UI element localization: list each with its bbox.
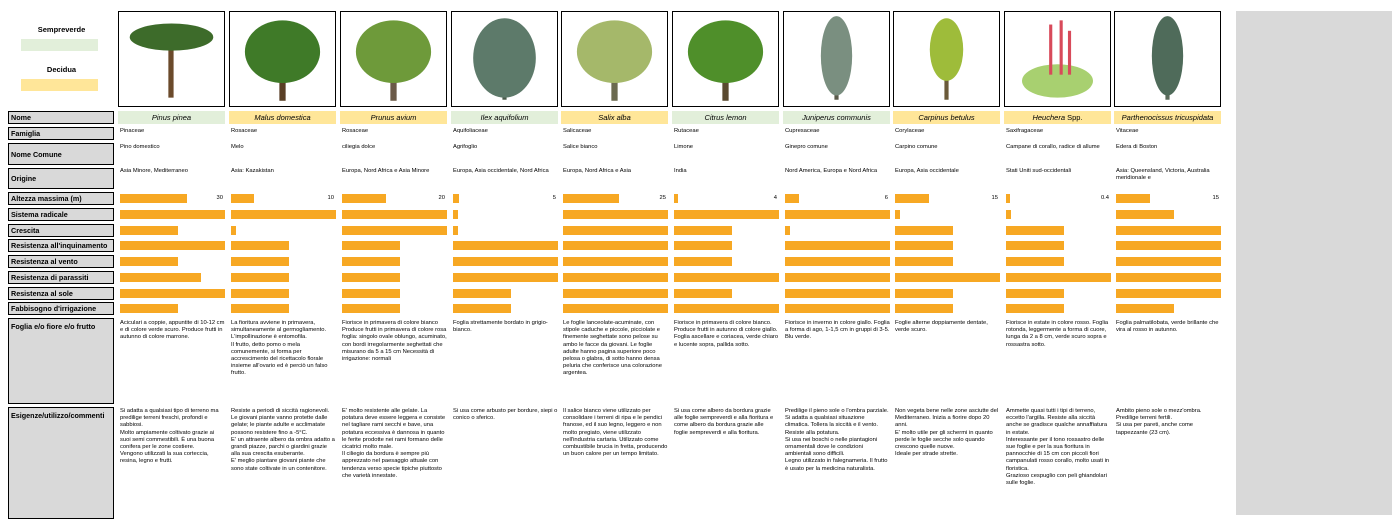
juniper-icon — [784, 12, 889, 106]
cell-famiglia: Rutaceae — [674, 128, 699, 134]
plant-scientific-name: Heuchera — [1032, 113, 1065, 122]
bar-sole — [120, 289, 225, 298]
row-label-foglia: Foglia e/o fiore e/o frutto — [8, 318, 114, 404]
cell-nome-comune: Ginepro comune — [785, 144, 828, 150]
bar-crescita — [120, 226, 178, 235]
height-bar — [120, 194, 187, 203]
height-value: 5 — [552, 195, 556, 201]
bar-crescita — [231, 226, 236, 235]
bar-irrigazione — [1006, 304, 1064, 313]
bar-vento — [231, 257, 289, 266]
bar-parassiti — [1006, 273, 1111, 282]
bar-parassiti — [1116, 273, 1221, 282]
row-label-irrigazione: Fabbisogno d'irrigazione — [8, 302, 114, 315]
height-value: 25 — [659, 195, 666, 201]
holly-icon — [452, 12, 557, 106]
plant-image-malus-domestica — [229, 11, 336, 107]
bar-irrigazione — [785, 304, 890, 313]
bar-inquinamento — [1006, 241, 1064, 250]
height-bar — [1006, 194, 1010, 203]
bar-irrigazione — [120, 304, 178, 313]
bar-inquinamento — [563, 241, 668, 250]
height-value: 4 — [773, 195, 777, 201]
row-label-sole: Resistenza al sole — [8, 287, 114, 300]
cell-origine: Asia Minore, Mediterraneo — [120, 168, 188, 174]
bar-sistema-radicale — [895, 210, 900, 219]
cell-foglia: Fiorisce in primavera di colore bianco Produce frutti in primavera di colore rosa foglia: singolo ovale oblungo, acuminato, con bordi irregolarmente seghettati che misurano da 5 a 15 cm Necessità di irrigazione: normali — [342, 320, 447, 363]
cell-famiglia: Saxifragaceae — [1006, 128, 1044, 134]
plant-name — [340, 111, 447, 124]
bar-parassiti — [342, 273, 400, 282]
cell-nome-comune: Pino domestico — [120, 144, 160, 150]
legend-evergreen-swatch — [21, 39, 98, 51]
bar-crescita — [674, 226, 732, 235]
bar-irrigazione — [895, 304, 953, 313]
height-value: 15 — [991, 195, 998, 201]
bar-sistema-radicale — [785, 210, 890, 219]
cell-esigenze: Ammette quasi tutti i tipi di terreno, eccetto l'argilla. Resiste alla siccità anche se gradisce qualche annaffiatura in estate. Interessante per il tono rossastro delle sue foglie e per la sua fioritura in pannocchie di 15 cm con piccoli fiori campanulati rosso corallo, molto usati in floristica. Grazioso cespuglio con peli ghiandolari sulle foglie. — [1006, 408, 1110, 487]
row-label-origine: Origine — [8, 168, 114, 189]
plant-name — [229, 111, 336, 124]
cell-foglia: Fiorisce in primavera di colore bianco. Produce frutti in autunno di colore giallo. Foglia ascellare e coriacea, verde chiaro e lucente sopra, pallida sotto. — [674, 320, 779, 348]
bar-vento — [563, 257, 668, 266]
bar-crescita — [563, 226, 668, 235]
cell-nome-comune: Limone — [674, 144, 694, 150]
cell-esigenze: Non vegeta bene nelle zone asciutte del Mediterraneo. Inizia a fiorire dopo 20 anni. E' molto utile per gli schermi in quanto perde le foglie secche solo quando crescono quelle nuove. Ideale per strade strette. — [895, 408, 999, 458]
height-bar — [1116, 194, 1150, 203]
cell-origine: Europa, Nord Africa e Asia Minore — [342, 168, 430, 174]
plant-scientific-name: Ilex aquifolium — [480, 113, 529, 122]
bar-vento — [120, 257, 178, 266]
bar-parassiti — [895, 273, 1000, 282]
bar-parassiti — [674, 273, 779, 282]
bar-crescita — [895, 226, 953, 235]
cell-nome-comune: Salice bianco — [563, 144, 598, 150]
bar-parassiti — [563, 273, 668, 282]
cell-nome-comune: Carpino comune — [895, 144, 938, 150]
plant-image-ilex-aquifolium — [451, 11, 558, 107]
bar-parassiti — [120, 273, 201, 282]
height-bar — [563, 194, 619, 203]
cherry-tree-icon — [341, 12, 446, 106]
bar-sole — [453, 289, 511, 298]
row-label-vento: Resistenza al vento — [8, 255, 114, 268]
bar-irrigazione — [342, 304, 400, 313]
cell-famiglia: Corylaceae — [895, 128, 925, 134]
bar-irrigazione — [563, 304, 668, 313]
cell-foglia: Foglia palmatilobata, verde brillante che vira al rosso in autunno. — [1116, 320, 1219, 334]
height-bar — [342, 194, 386, 203]
bar-parassiti — [231, 273, 289, 282]
cell-origine: Asia: Queensland, Victoria, Australia meridionale e — [1116, 168, 1210, 182]
bar-inquinamento — [674, 241, 732, 250]
plant-name — [1114, 111, 1221, 124]
bar-inquinamento — [895, 241, 953, 250]
bar-parassiti — [785, 273, 890, 282]
bar-inquinamento — [453, 241, 558, 250]
cell-famiglia: Salicaceae — [563, 128, 592, 134]
plant-scientific-name: Juniperus communis — [802, 113, 871, 122]
plant-name — [783, 111, 890, 124]
cell-foglia: Foglia strettamente bordato in grigio-bianco. — [453, 320, 548, 334]
cell-famiglia: Rosaceae — [231, 128, 258, 134]
heuchera-icon — [1005, 12, 1110, 106]
bar-inquinamento — [785, 241, 890, 250]
plant-scientific-name: Pinus pinea — [151, 113, 192, 122]
plant-name — [672, 111, 779, 124]
plant-image-salix-alba — [561, 11, 668, 107]
plant-image-prunus-avium — [340, 11, 447, 107]
plant-scientific-name: Salix alba — [598, 113, 631, 122]
bar-vento — [785, 257, 890, 266]
cell-esigenze: E' molto resistente alle gelate. La potatura deve essere leggera e consiste nel tagliare rami secchi e bave, una potatura eccessiva è dannosa in quanto le ferite prodotte nei rami formano delle cicatrici molto male. Il ciliegio da bordura è sempre più apprezzato nel paesaggio attuale con tendenza verso specie tipiche piuttosto che varietà innestate. — [342, 408, 446, 479]
apple-tree-icon — [230, 12, 335, 106]
cell-foglia: Foglie alterne doppiamente dentate, verde scuro. — [895, 320, 988, 334]
cell-foglia: La fioritura avviene in primavera, simultaneamente al germogliamento. L'impollinazione è entomofila. Il frutto, detto pomo o mela comunemente, si forma per accrescimento del ricettacolo florale insieme all'ovario ed è perciò un falso frutto. — [231, 320, 328, 377]
cell-esigenze: Ambito pieno sole o mezz'ombra. Predilige terreni fertili. Si usa per pareti, anche come tappezzante (23 cm). — [1116, 408, 1202, 436]
bar-crescita — [1006, 226, 1064, 235]
cell-esigenze: Predilige il pieno sole o l'ombra parziale. Si adatta a qualsiasi situazione climatica. Tollera la siccità e il vento. Resiste alla potatura. Si usa nei boschi o nelle piantagioni ornamentali dove le condizioni ambientali sono difficili. Legno utilizzato in falegnameria. Il frutto è usato per la medicina naturalista. — [785, 408, 889, 472]
bar-sole — [231, 289, 289, 298]
bar-vento — [1006, 257, 1064, 266]
cell-famiglia: Aquifoliaceae — [453, 128, 488, 134]
bar-crescita — [453, 226, 458, 235]
lemon-tree-icon — [673, 12, 778, 106]
row-label-famiglia: Famiglia — [8, 127, 114, 140]
row-label-altezza: Altezza massima (m) — [8, 192, 114, 205]
cell-famiglia: Rosaceae — [342, 128, 369, 134]
height-value: 30 — [216, 195, 223, 201]
cell-nome-comune: Campane di corallo, radice di allume — [1006, 144, 1100, 150]
height-bar — [785, 194, 799, 203]
bar-inquinamento — [342, 241, 400, 250]
height-bar — [674, 194, 678, 203]
bar-sistema-radicale — [120, 210, 225, 219]
bar-sole — [342, 289, 400, 298]
plant-name — [561, 111, 668, 124]
cell-origine: Nord America, Europa e Nord Africa — [785, 168, 878, 174]
bar-sistema-radicale — [563, 210, 668, 219]
cell-origine: Europa, Nord Africa e Asia — [563, 168, 631, 174]
umbrella-pine-icon — [119, 12, 224, 106]
plant-scientific-name: Citrus lemon — [704, 113, 747, 122]
legend-deciduous-swatch — [21, 79, 98, 91]
plant-name-suffix: Spp. — [1065, 113, 1083, 122]
bar-vento — [453, 257, 558, 266]
bar-crescita — [342, 226, 447, 235]
bar-sole — [895, 289, 953, 298]
row-label-sistema-radicale: Sistema radicale — [8, 208, 114, 221]
cell-famiglia: Cupresaceae — [785, 128, 820, 134]
bar-sistema-radicale — [231, 210, 336, 219]
cell-origine: Stati Uniti sud-occidentali — [1006, 168, 1072, 174]
cell-origine: Asia: Kazakistan — [231, 168, 274, 174]
bar-sistema-radicale — [674, 210, 779, 219]
cell-foglia: Aciculari a coppie, appuntite di 10-12 cm e di colore verde scuro. Produce frutti in autunno di colore marrone. — [120, 320, 225, 341]
height-bar — [231, 194, 254, 203]
height-value: 6 — [884, 195, 888, 201]
plant-image-heuchera — [1004, 11, 1111, 107]
bar-vento — [342, 257, 400, 266]
plant-image-carpinus-betulus — [893, 11, 1000, 107]
bar-inquinamento — [120, 241, 225, 250]
row-label-nome: Nome — [8, 111, 114, 124]
bar-irrigazione — [453, 304, 511, 313]
cell-esigenze: Si usa come arbusto per bordure, siepi o conico o sferico. — [453, 408, 558, 422]
cell-foglia: Le foglie lanceolate-acuminate, con stipole caduche e piccole, picciolate e finemente seghettate sono pelose su ambo le facce da giovani. Le foglie adulte hanno pagina superiore poco pelosa o glabra, di sotto hanno densa peluria che conferisce una colorazione argentea. — [563, 320, 662, 377]
height-bar — [453, 194, 459, 203]
bar-inquinamento — [1116, 241, 1221, 250]
height-value: 20 — [438, 195, 445, 201]
bar-vento — [895, 257, 953, 266]
bar-inquinamento — [231, 241, 289, 250]
bar-sole — [674, 289, 732, 298]
hornbeam-icon — [894, 12, 999, 106]
bar-sistema-radicale — [453, 210, 458, 219]
bar-sistema-radicale — [1116, 210, 1174, 219]
cell-foglia: Fiorisce in inverno in colore giallo. Foglia a forma di ago, 1-1,5 cm in gruppi di 3-5. Blu verde. — [785, 320, 890, 341]
ivy-icon — [1115, 12, 1220, 106]
height-value: 15 — [1212, 195, 1219, 201]
plant-image-citrus-lemon — [672, 11, 779, 107]
bar-irrigazione — [1116, 304, 1174, 313]
cell-esigenze: Il salice bianco viene utilizzato per consolidare i terreni di ripa e le pendici franose, ed il suo legno, leggero e non molto pregiato, viene utilizzato nell'industria cartaria. Utilizzato come combustibile brucia in fretta, producendo un buon calore per un tempo limitato. — [563, 408, 668, 458]
plant-name — [893, 111, 1000, 124]
row-label-esigenze: Esigenze/utilizzo/commenti — [8, 407, 114, 519]
cell-esigenze: Si usa come albero da bordura grazie alle foglie sempreverdi e alla fioritura e come albero da bordura grazie alle foglie sempreverdi e alla fioritura. — [674, 408, 774, 436]
cell-origine: India — [674, 168, 687, 174]
legend-evergreen-label: Sempreverde — [37, 25, 86, 34]
row-label-inquinamento: Resistenza all'inquinamento — [8, 239, 114, 252]
height-value: 10 — [327, 195, 334, 201]
plant-scientific-name: Carpinus betulus — [918, 113, 975, 122]
cell-origine: Europa, Asia occidentale — [895, 168, 959, 174]
cell-nome-comune: ciliegia dolce — [342, 144, 376, 150]
willow-icon — [562, 12, 667, 106]
plant-name — [451, 111, 558, 124]
bar-crescita — [785, 226, 790, 235]
bar-sistema-radicale — [1006, 210, 1011, 219]
cell-foglia: Fiorisce in estate in colore rosso. Foglia rotonda, leggermente a forma di cuore, lunga da 2 a 8 cm, verde scuro sopra e rossastra sotto. — [1006, 320, 1109, 348]
plant-image-parthenocissus-tricuspidata — [1114, 11, 1221, 107]
height-value: 0.4 — [1100, 195, 1109, 201]
cell-famiglia: Vitaceae — [1116, 128, 1139, 134]
legend-deciduous-label: Decidua — [46, 65, 77, 74]
bar-sole — [563, 289, 668, 298]
cell-esigenze: Resiste a periodi di siccità ragionevoli. Le giovani piante vanno protette dalle gelate; le piante adulte e acclimatate possono resistere fino a -5°C. E' un attraente albero da ombra adatto a grandi piazze, parchi o giardini grazie alla sua crescita esuberante. E' meglio piantare giovani piante che sono state coltivate in un contenitore. — [231, 408, 335, 472]
cell-famiglia: Pinaceae — [120, 128, 145, 134]
bar-sole — [785, 289, 890, 298]
row-label-nome-comune: Nome Comune — [8, 143, 114, 165]
height-bar — [895, 194, 929, 203]
bar-parassiti — [453, 273, 558, 282]
cell-nome-comune: Melo — [231, 144, 244, 150]
cell-nome-comune: Agrifoglio — [453, 144, 478, 150]
bar-vento — [674, 257, 732, 266]
bar-irrigazione — [674, 304, 779, 313]
row-label-parassiti: Resistenza di parassiti — [8, 271, 114, 284]
cell-esigenze: Si adatta a qualsiasi tipo di terreno ma predilige terreni freschi, profondi e sabbiosi. Molto ampiamente coltivato grazie ai suoi semi commestibili. È una buona conifera per le zone costiere. Vengono utilizzati la sua corteccia, resina, legno e frutti. — [120, 408, 219, 465]
bar-irrigazione — [231, 304, 289, 313]
plant-scientific-name: Prunus avium — [370, 113, 417, 122]
bar-sole — [1006, 289, 1064, 298]
plant-scientific-name: Malus domestica — [254, 113, 311, 122]
cell-nome-comune: Edera di Boston — [1116, 144, 1158, 150]
bar-sole — [1116, 289, 1221, 298]
plant-name — [1004, 111, 1111, 124]
bar-crescita — [1116, 226, 1221, 235]
plant-scientific-name: Parthenocissus tricuspidata — [1121, 113, 1214, 122]
plant-image-juniperus-communis — [783, 11, 890, 107]
side-panel — [1236, 11, 1392, 515]
bar-sistema-radicale — [342, 210, 447, 219]
bar-vento — [1116, 257, 1221, 266]
plant-image-pinus-pinea — [118, 11, 225, 107]
cell-origine: Europa, Asia occidentale, Nord Africa — [453, 168, 549, 174]
plant-name — [118, 111, 225, 124]
row-label-crescita: Crescita — [8, 224, 114, 237]
legend — [8, 11, 115, 107]
